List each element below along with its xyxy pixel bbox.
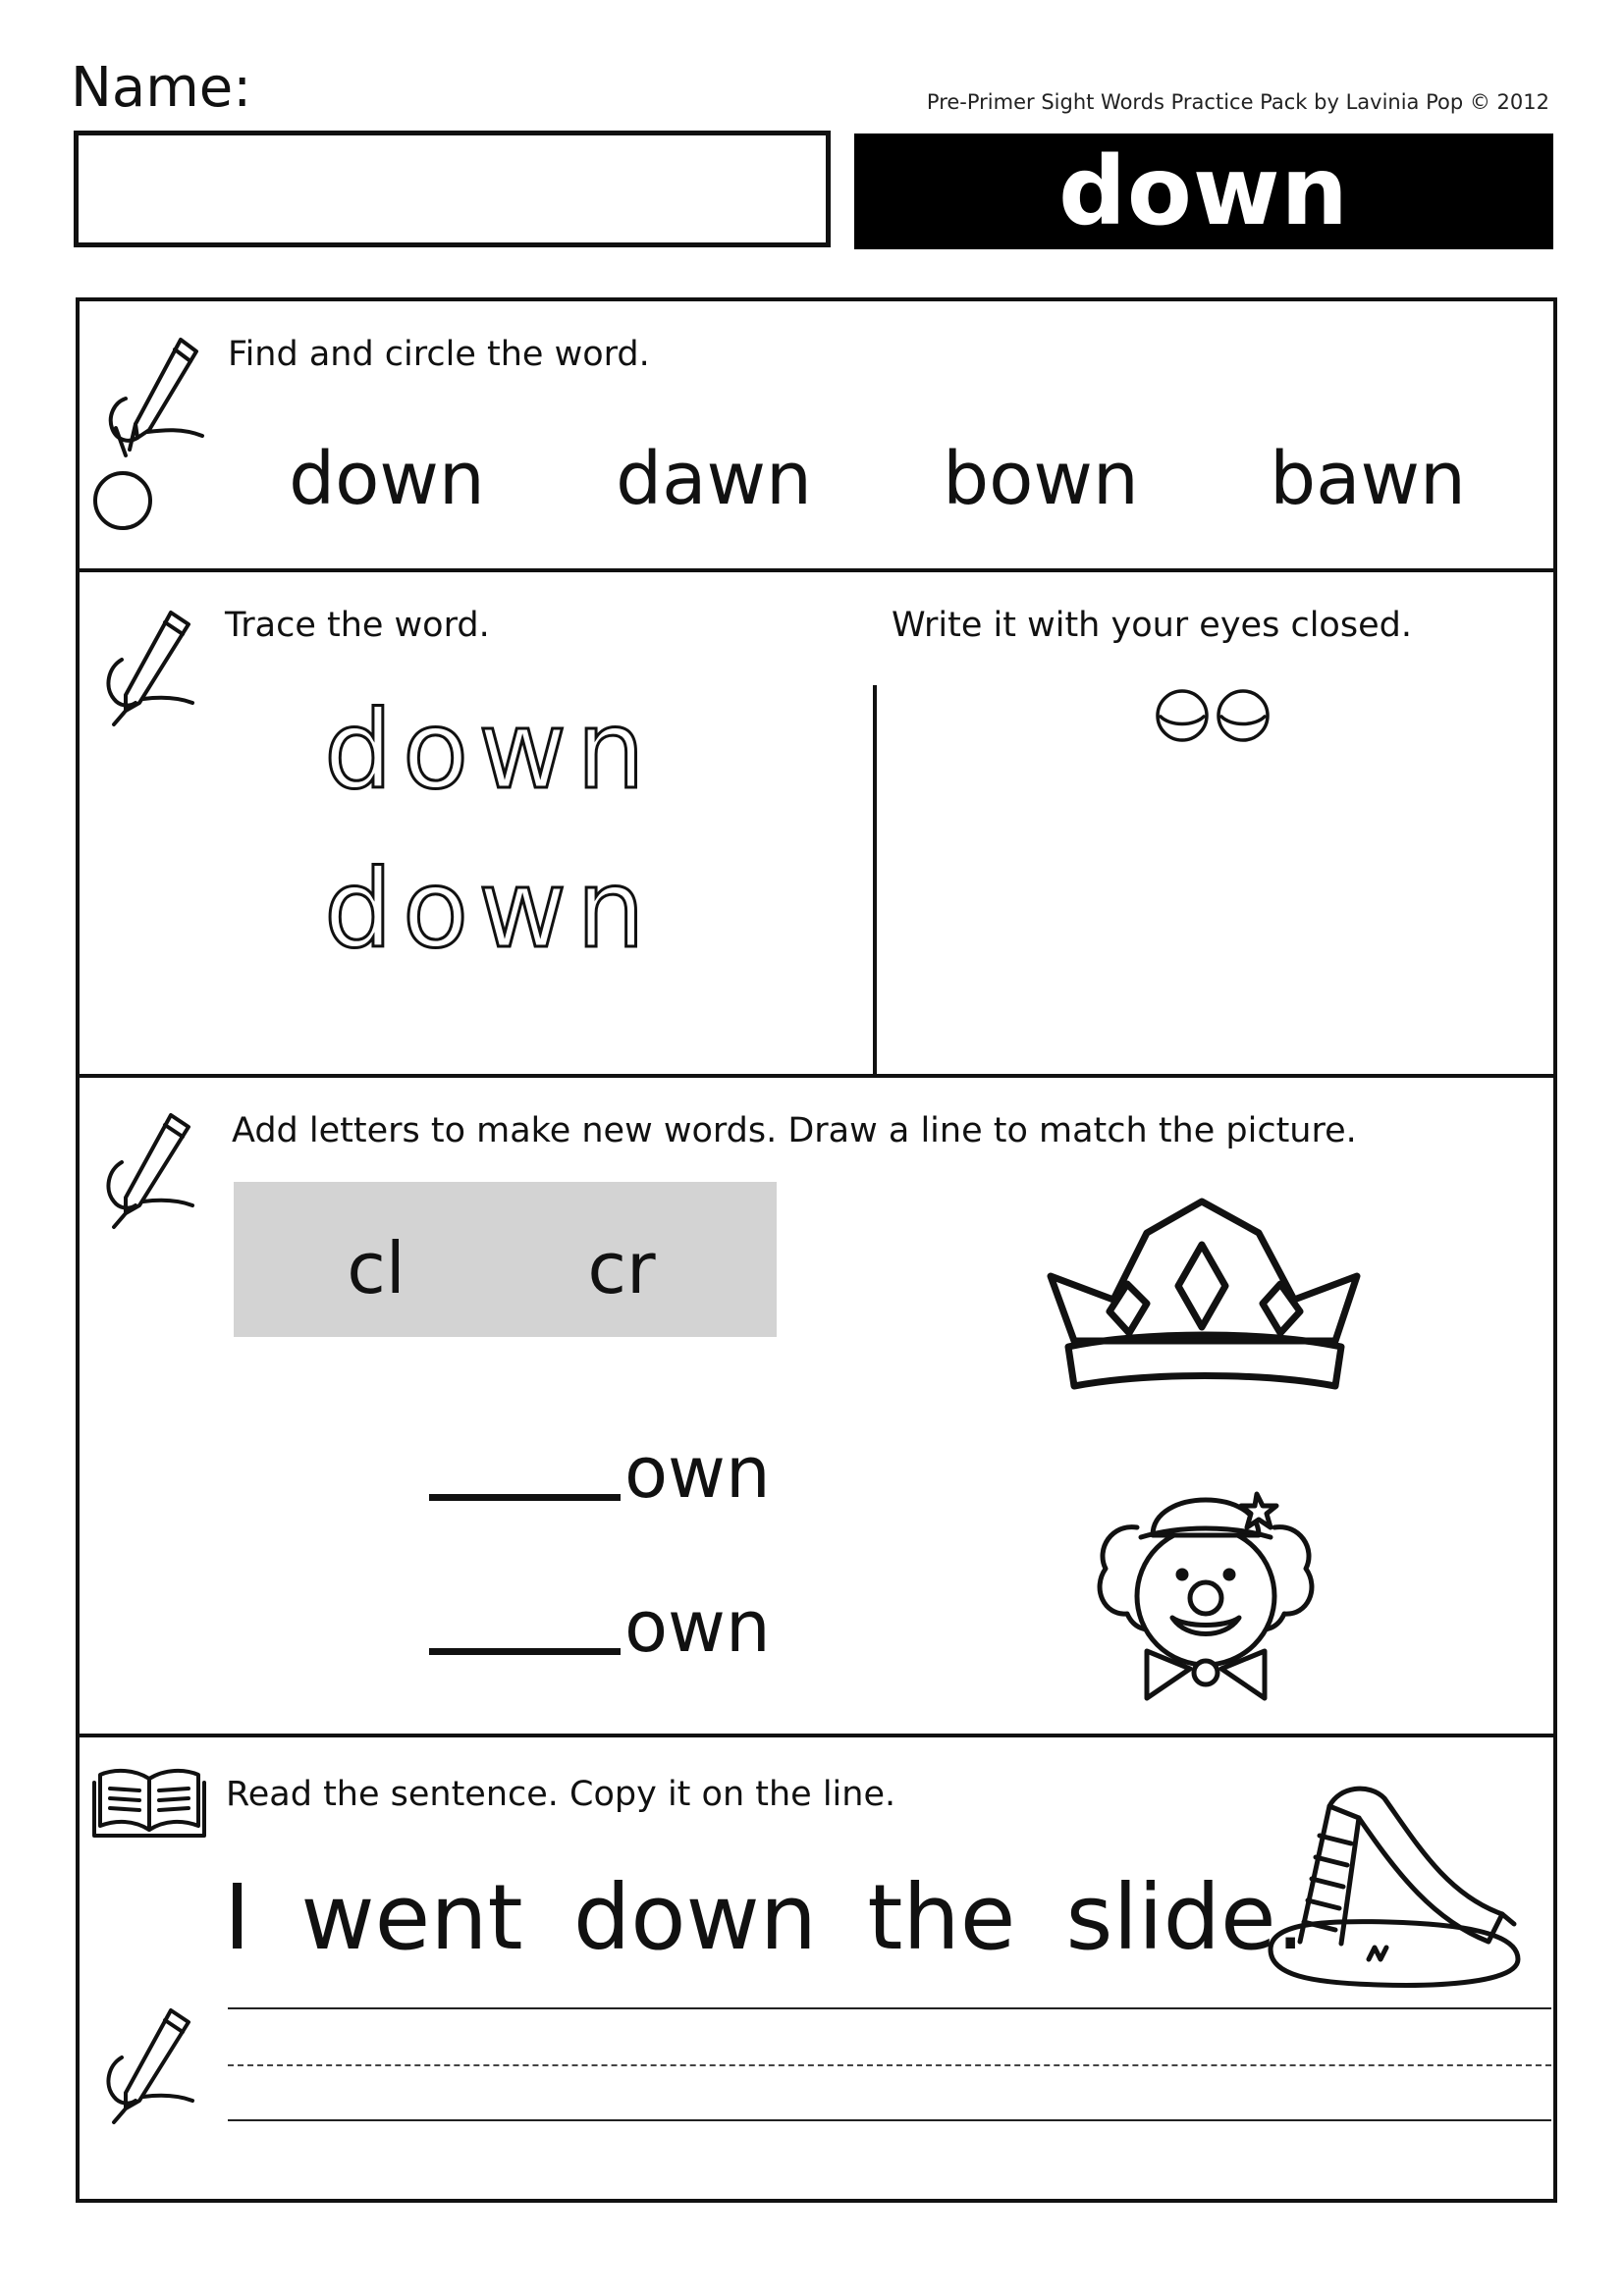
fill-word-2[interactable] <box>429 1585 771 1668</box>
closed-eyes-icon <box>1153 687 1272 744</box>
trace-instruction: Trace the word. <box>225 606 490 645</box>
crown-picture[interactable] <box>1045 1194 1365 1396</box>
divider-2 <box>76 1074 1557 1078</box>
name-label: Name: <box>71 56 252 120</box>
word-ending: own <box>624 1585 771 1668</box>
letter-bank <box>234 1182 777 1337</box>
trace-word-1[interactable]: down <box>324 687 655 813</box>
book-icon <box>90 1763 208 1842</box>
trace-word-2[interactable]: down <box>324 846 655 972</box>
copyright-credit: Pre-Primer Sight Words Practice Pack by Lavinia Pop © 2012 <box>926 90 1549 114</box>
slide-picture <box>1261 1767 1526 1989</box>
name-input-box[interactable] <box>74 131 831 247</box>
pencil-icon <box>100 2006 198 2126</box>
copy-sentence-area[interactable] <box>228 2009 1551 2119</box>
pencil-icon <box>100 1111 198 1231</box>
blend-cl: cl <box>347 1227 406 1309</box>
read-instruction: Read the sentence. Copy it on the line. <box>226 1775 896 1814</box>
blend-cr: cr <box>587 1227 656 1309</box>
sight-word-banner: down <box>854 133 1553 249</box>
circle-icon <box>95 473 150 528</box>
sentence-text: I went down the slide. <box>224 1865 1305 1970</box>
add-letters-instruction: Add letters to make new words. Draw a line to match the picture. <box>232 1111 1357 1150</box>
word-choice-4[interactable]: bawn <box>1270 437 1466 521</box>
word-choice-3[interactable]: bown <box>943 437 1139 521</box>
eyes-closed-instruction: Write it with your eyes closed. <box>892 606 1412 645</box>
divider-3 <box>76 1734 1557 1737</box>
divider-1 <box>76 568 1557 572</box>
word-choice-1[interactable]: down <box>289 437 485 521</box>
blank-line[interactable] <box>429 1648 621 1655</box>
blank-line[interactable] <box>429 1494 621 1501</box>
clown-picture[interactable] <box>1092 1459 1320 1706</box>
pencil-icon <box>100 609 198 728</box>
word-choice-2[interactable]: dawn <box>616 437 812 521</box>
find-instruction: Find and circle the word. <box>228 335 650 374</box>
eyes-closed-writing-area[interactable] <box>875 775 1552 1070</box>
fill-word-1[interactable] <box>429 1431 771 1514</box>
word-ending: own <box>624 1431 771 1514</box>
writing-line-bottom <box>228 2119 1551 2121</box>
pencil-circle-icon <box>86 334 209 535</box>
